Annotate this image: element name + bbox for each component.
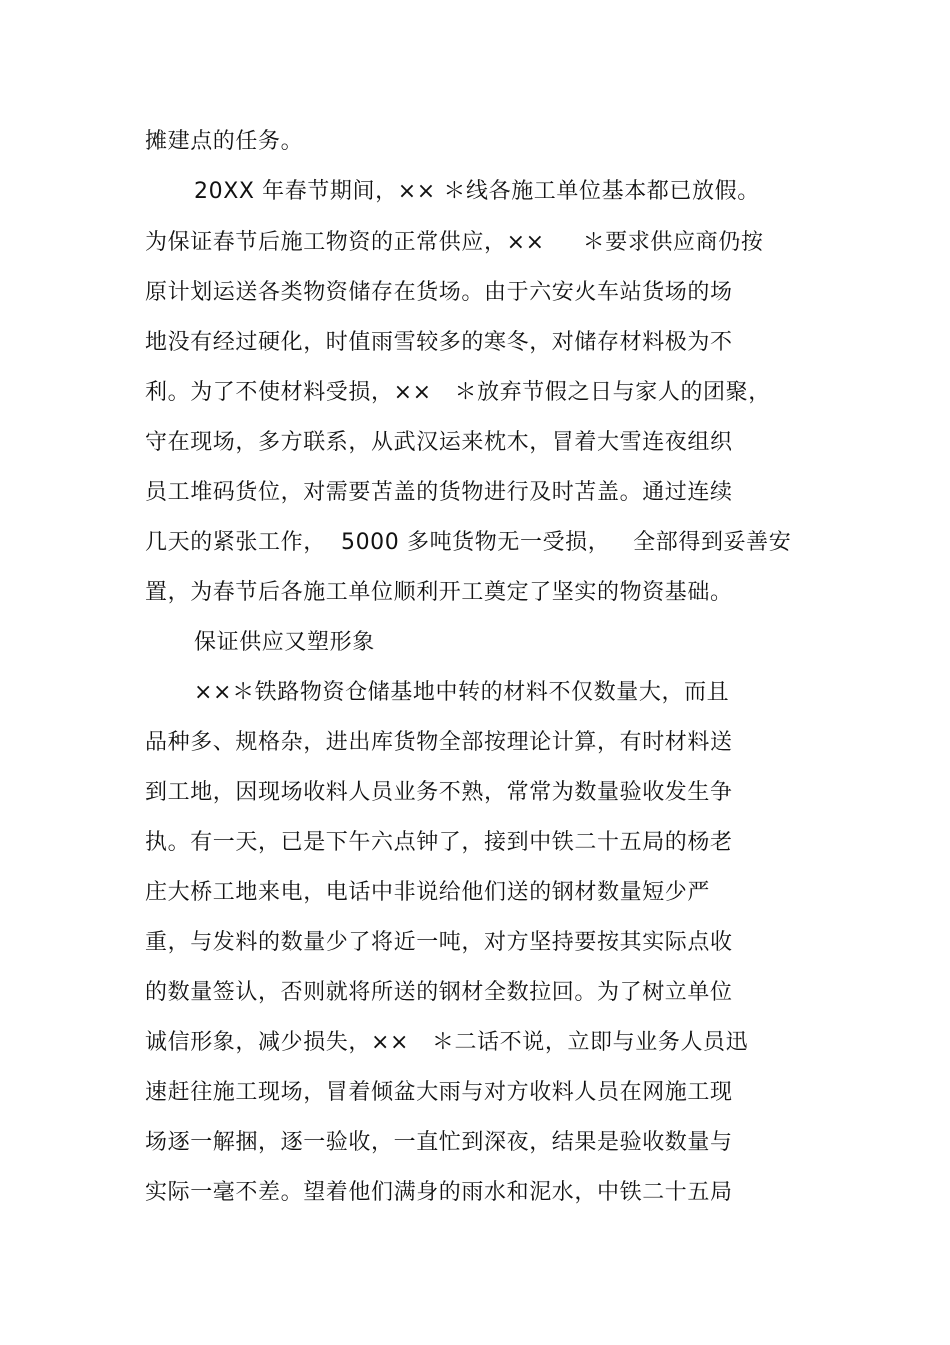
text-line: 实际一毫不差。望着他们满身的雨水和泥水，中铁二十五局	[145, 1180, 733, 1205]
text-line: 执。有一天，已是下午六点钟了，接到中铁二十五局的杨老	[145, 830, 733, 855]
text-line: 为保证春节后施工物资的正常供应，×× ＊要求供应商仍按	[145, 230, 764, 255]
text-line: 庄大桥工地来电，电话中非说给他们送的钢材数量短少严	[145, 880, 711, 905]
text-line: 到工地，因现场收料人员业务不熟，常常为数量验收发生争	[145, 780, 733, 805]
paragraph-start-line: 20XX 年春节期间，×× ＊线各施工单位基本都已放假。	[194, 179, 760, 204]
text-line: 地没有经过硬化，时值雨雪较多的寒冬，对储存材料极为不	[145, 330, 733, 355]
text-line: 的数量签认，否则就将所送的钢材全数拉回。为了树立单位	[145, 980, 733, 1005]
text-line: 置，为春节后各施工单位顺利开工奠定了坚实的物资基础。	[145, 580, 733, 605]
text-line: 摊建点的任务。	[145, 129, 304, 154]
text-line: 守在现场，多方联系，从武汉运来枕木，冒着大雪连夜组织	[145, 430, 733, 455]
text-line: 利。为了不使材料受损，×× ＊放弃节假之日与家人的团聚，	[145, 380, 771, 405]
text-line: 几天的紧张工作， 5000 多吨货物无一受损， 全部得到妥善安	[145, 530, 792, 555]
text-line: 员工堆码货位，对需要苫盖的货物进行及时苫盖。通过连续	[145, 480, 733, 505]
text-line: 品种多、规格杂，进出库货物全部按理论计算，有时材料送	[145, 730, 733, 755]
text-line: 原计划运送各类物资储存在货场。由于六安火车站货场的场	[145, 280, 733, 305]
section-heading: 保证供应又塑形象	[194, 630, 375, 655]
text-line: 速赶往施工现场，冒着倾盆大雨与对方收料人员在网施工现	[145, 1080, 733, 1105]
text-line: 重，与发料的数量少了将近一吨，对方坚持要按其实际点收	[145, 930, 733, 955]
text-line: 诚信形象，减少损失，×× ＊二话不说，立即与业务人员迅	[145, 1030, 749, 1055]
paragraph-start-line: ××＊铁路物资仓储基地中转的材料不仅数量大，而且	[194, 680, 730, 705]
text-line: 场逐一解捆，逐一验收，一直忙到深夜，结果是验收数量与	[145, 1130, 733, 1155]
